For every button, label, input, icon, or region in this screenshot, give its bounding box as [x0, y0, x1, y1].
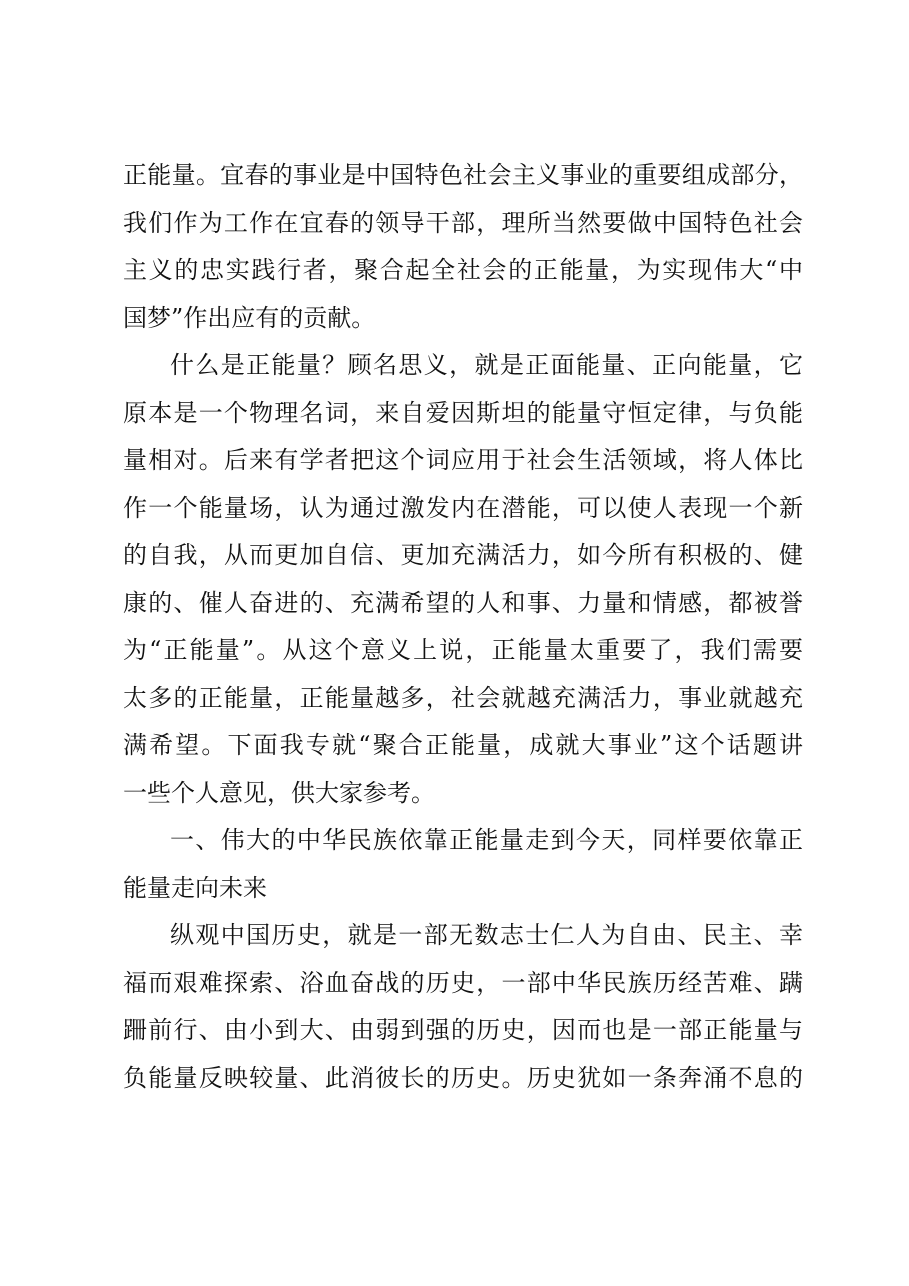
text-line: 为“正能量”。从这个意义上说，正能量太重要了，我们需要: [123, 636, 803, 664]
text-line: 康的、催人奋进的、充满希望的人和事、力量和情感，都被誉: [123, 588, 803, 617]
text-line: 的自我，从而更加自信、更加充满活力，如今所有积极的、健: [123, 541, 803, 569]
text-line: 满希望。下面我专就“聚合正能量，成就大事业”这个话题讲: [123, 731, 803, 759]
text-line: 太多的正能量，正能量越多，社会就越充满活力，事业就越充: [123, 683, 803, 712]
text-line: 负能量反映较量、此消彼长的历史。历史犹如一条奔涌不息的: [123, 1063, 803, 1092]
text-line: 跚前行、由小到大、由弱到强的历史，因而也是一部正能量与: [123, 1016, 803, 1044]
section-heading-line: 能量走向未来: [123, 873, 267, 902]
text-line: 福而艰难探索、浴血奋战的历史，一部中华民族历经苦难、蹒: [123, 968, 803, 997]
text-line: 我们作为工作在宜春的领导干部，理所当然要做中国特色社会: [123, 208, 803, 237]
text-line: 正能量。宜春的事业是中国特色社会主义事业的重要组成部分，: [123, 161, 803, 189]
text-line: 国梦”作出应有的贡献。: [123, 303, 376, 332]
text-line: 一些个人意见，供大家参考。: [123, 778, 435, 807]
document-body: [123, 152, 803, 1102]
section-heading-line: 一、伟大的中华民族依靠正能量走到今天，同样要依靠正: [170, 826, 803, 854]
text-line: 什么是正能量？顾名思义，就是正面能量、正向能量，它: [170, 351, 803, 379]
text-line: 原本是一个物理名词，来自爱因斯坦的能量守恒定律，与负能: [123, 398, 803, 427]
text-line: 纵观中国历史，就是一部无数志士仁人为自由、民主、幸: [170, 921, 803, 949]
text-line: 作一个能量场，认为通过激发内在潜能，可以使人表现一个新: [123, 493, 803, 522]
text-line: 量相对。后来有学者把这个词应用于社会生活领域，将人体比: [123, 446, 803, 474]
text-line: 主义的忠实践行者，聚合起全社会的正能量，为实现伟大“中: [123, 256, 803, 284]
